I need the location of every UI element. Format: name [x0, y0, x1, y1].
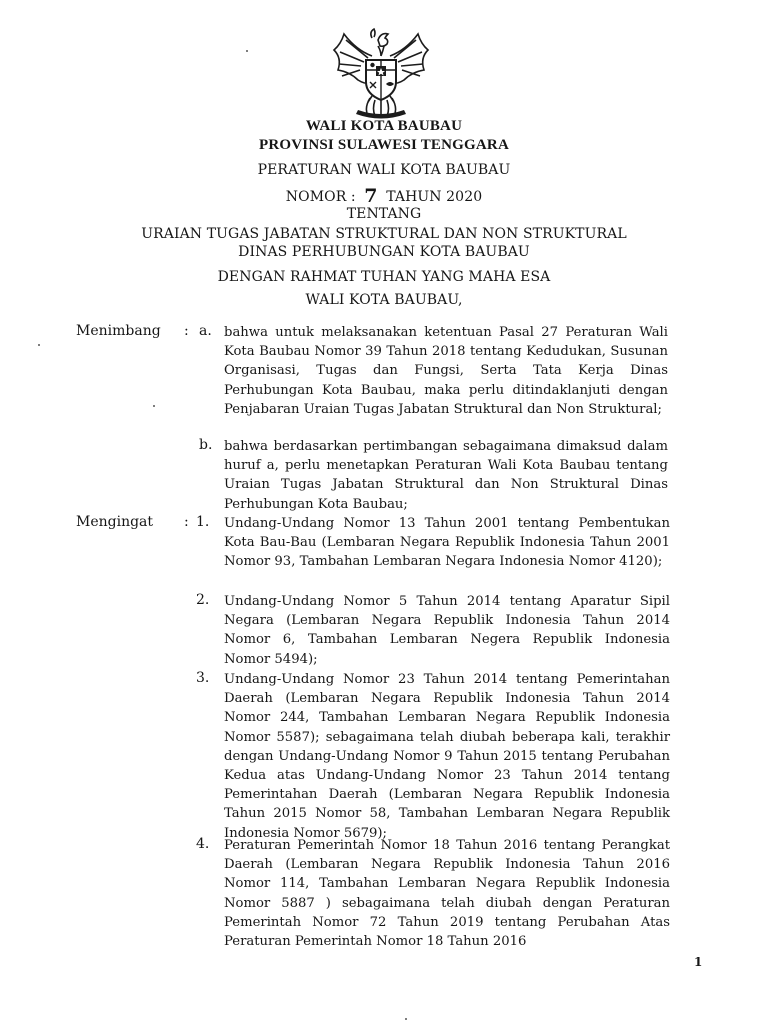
mengingat-item-1: Undang-Undang Nomor 13 Tahun 2001 tentang Pembentukan Kota Bau-Bau (Lembaran Negara Republik Indonesia Tahun 2001 Nomor 93, Tambahan Lembaran Negara Indonesia Nomor 4120);	[224, 516, 670, 570]
scan-speck	[246, 50, 248, 52]
mengingat-item-2-marker: 2.	[196, 592, 210, 608]
mengingat-item-1-marker: 1.	[196, 514, 210, 530]
tentang-heading: TENTANG	[346, 206, 422, 222]
nomor-label: NOMOR :	[285, 189, 356, 205]
mengingat-item-3-marker: 3.	[196, 670, 210, 686]
enacting-authority: WALI KOTA BAUBAU,	[305, 292, 463, 308]
menimbang-item-a-marker: a.	[199, 323, 212, 339]
scan-speck	[153, 405, 155, 407]
scan-speck	[38, 344, 40, 346]
scan-speck	[405, 1018, 407, 1020]
menimbang-item-b-marker: b.	[199, 437, 213, 453]
menimbang-item-b: bahwa berdasarkan pertimbangan sebagaimana dimaksud dalam huruf a, perlu menetapkan Peraturan Wali Kota Baubau tentang Uraian Tugas Jabatan Struktural dan Non Struktural Dinas Perhubungan Kota Baubau;	[224, 439, 668, 512]
mengingat-item-2: Undang-Undang Nomor 5 Tahun 2014 tentang Aparatur Sipil Negara (Lembaran Negara Republik Indonesia Tahun 2014 Nomor 6, Tambahan Lembaran Negera Republik Indonesia Nomor 5494);	[224, 594, 670, 667]
preamble: DENGAN RAHMAT TUHAN YANG MAHA ESA	[217, 269, 551, 285]
tahun-label: TAHUN 2020	[386, 189, 483, 205]
garuda-emblem-icon	[328, 26, 434, 126]
mengingat-item-4-marker: 4.	[196, 836, 210, 852]
menimbang-item-a: bahwa untuk melaksanakan ketentuan Pasal 27 Peraturan Wali Kota Baubau Nomor 39 Tahun 2018 tentang Kedudukan, Susunan Organisasi, Tugas dan Fungsi, Serta Tata Kerja Dinas Perhubungan Kota Baubau, maka perlu ditindaklanjuti dengan Penjabaran Uraian Tugas Jabatan Struktural dan Non Struktural;	[224, 325, 668, 417]
mengingat-item-3: Undang-Undang Nomor 23 Tahun 2014 tentang Pemerintahan Daerah (Lembaran Negara Republik Indonesia Tahun 2014 Nomor 244, Tambahan Lembaran Negara Republik Indonesia Nomor 5587); sebagaimana telah diubah beberapa kali, terakhir dengan Undang-Undang Nomor 9 Tahun 2015 tentang Perubahan Kedua atas Undang-Undang Nomor 23 Tahun 2014 tentang Pemerintahan Daerah (Lembaran Negara Republik Indonesia Tahun 2015 Nomor 58, Tambahan Lembaran Negara Republik Indonesia Nomor 5679);	[224, 672, 670, 841]
province-name: PROVINSI SULAWESI TENGGARA	[259, 137, 509, 153]
mengingat-colon: :	[184, 514, 189, 530]
mengingat-item-4: Peraturan Pemerintah Nomor 18 Tahun 2016 tentang Perangkat Daerah (Lembaran Negara Republik Indonesia Tahun 2016 Nomor 114, Tambahan Lembaran Negara Republik Indonesia Nomor 5887 ) sebagaimana telah diubah dengan Peraturan Pemerintah Nomor 72 Tahun 2019 tentang Perubahan Atas Peraturan Pemerintah Nomor 18 Tahun 2016	[224, 838, 670, 950]
menimbang-colon: :	[184, 323, 189, 339]
nomor-value: 7	[364, 185, 378, 207]
subject-line-2: DINAS PERHUBUNGAN KOTA BAUBAU	[238, 244, 530, 260]
document-number	[0, 184, 768, 206]
menimbang-label: Menimbang	[76, 323, 161, 339]
authority-name: WALI KOTA BAUBAU	[305, 118, 463, 134]
mengingat-label: Mengingat	[76, 514, 154, 530]
document-type: PERATURAN WALI KOTA BAUBAU	[257, 162, 511, 178]
subject-line-1: URAIAN TUGAS JABATAN STRUKTURAL DAN NON STRUKTURAL	[141, 226, 627, 242]
page-number: 1	[694, 955, 703, 969]
